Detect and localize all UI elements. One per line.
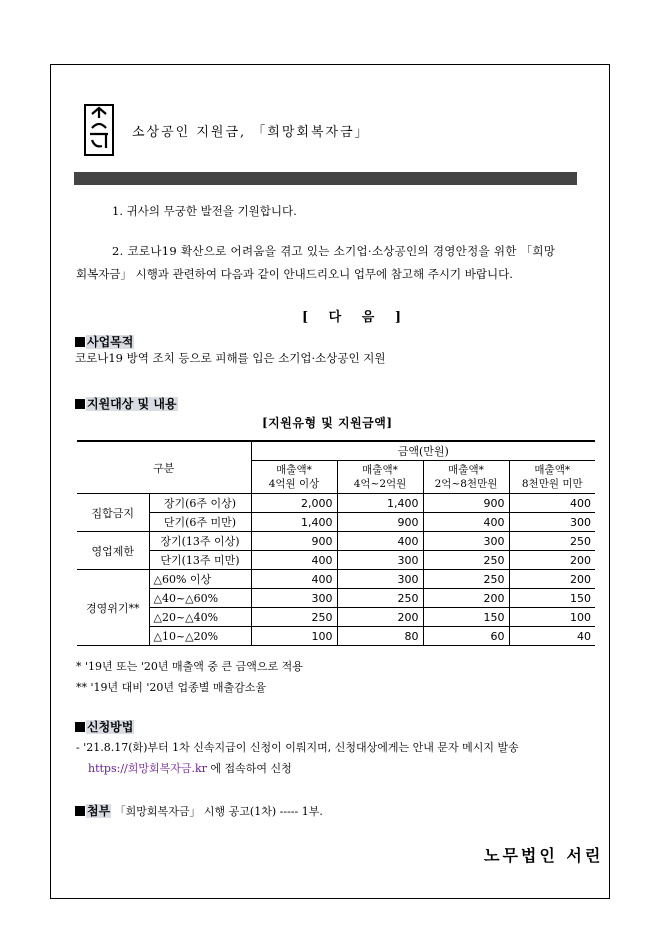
amount-cell: 400 — [251, 551, 337, 570]
column-header: 매출액* 4억원 이상 — [251, 461, 337, 494]
amount-cell: 250 — [251, 608, 337, 627]
footnote-sales: * '19년 또는 '20년 매출액 중 큰 금액으로 적용 — [76, 660, 303, 673]
group-label: 경영위기** — [77, 570, 149, 646]
amount-cell: 400 — [423, 513, 509, 532]
section-attachment — [75, 802, 323, 819]
group-label: 영업제한 — [77, 532, 149, 570]
table-row — [77, 551, 595, 570]
row-label: △20~△40% — [149, 608, 251, 627]
amount-cell: 900 — [423, 494, 509, 513]
amount-cell: 400 — [509, 494, 595, 513]
title-divider-bar — [74, 172, 577, 185]
row-label: △60% 이상 — [149, 570, 251, 589]
amount-cell: 100 — [509, 608, 595, 627]
table-row — [77, 570, 595, 589]
amount-cell: 400 — [337, 532, 423, 551]
amount-cell: 40 — [509, 627, 595, 646]
amount-cell: 60 — [423, 627, 509, 646]
row-label: △10~△20% — [149, 627, 251, 646]
amount-cell: 250 — [423, 570, 509, 589]
category-header: 구분 — [77, 441, 251, 494]
section-attachment-label: 첨부 — [87, 804, 111, 818]
amount-cell: 200 — [423, 589, 509, 608]
row-label: 장기(6주 이상) — [149, 494, 251, 513]
signature: 노무법인 서린 — [484, 846, 604, 865]
section-apply-label: 신청방법 — [87, 720, 134, 734]
footnote-decline-rate: ** '19년 대비 '20년 업종별 매출감소율 — [76, 681, 267, 694]
section-purpose-body: 코로나19 방역 조치 등으로 피해를 입은 소기업·소상공인 지원 — [75, 351, 386, 365]
amount-header: 금액(만원) — [251, 441, 595, 461]
notice-heading: [ 다 음 ] — [302, 310, 409, 325]
table-row — [77, 513, 595, 532]
table-row — [77, 494, 595, 513]
company-logo — [84, 104, 114, 156]
amount-cell: 2,000 — [251, 494, 337, 513]
table-row — [77, 589, 595, 608]
table-row — [77, 532, 595, 551]
square-bullet-icon — [75, 337, 85, 347]
amount-cell: 300 — [423, 532, 509, 551]
amount-cell: 200 — [509, 570, 595, 589]
section-purpose-heading — [75, 333, 134, 350]
amount-cell: 250 — [423, 551, 509, 570]
amount-cell: 200 — [337, 608, 423, 627]
square-bullet-icon — [75, 399, 85, 409]
attachment-body: 「희망회복자금」 시행 공고(1차) ----- 1부. — [111, 805, 323, 818]
section-apply-heading — [75, 718, 134, 735]
amount-cell: 300 — [337, 570, 423, 589]
section-target-label: 지원대상 및 내용 — [87, 397, 177, 411]
apply-url-link[interactable]: https://희망회복자금.kr — [88, 762, 207, 775]
row-label: △40~△60% — [149, 589, 251, 608]
amount-cell: 900 — [337, 513, 423, 532]
row-label: 장기(13주 이상) — [149, 532, 251, 551]
amount-cell: 300 — [337, 551, 423, 570]
amount-cell: 400 — [251, 570, 337, 589]
group-label: 집합금지 — [77, 494, 149, 532]
amount-cell: 250 — [509, 532, 595, 551]
column-header: 매출액* 4억~2억원 — [337, 461, 423, 494]
amount-cell: 80 — [337, 627, 423, 646]
amount-cell: 300 — [509, 513, 595, 532]
amount-cell: 200 — [509, 551, 595, 570]
amount-cell: 300 — [251, 589, 337, 608]
amount-cell: 250 — [337, 589, 423, 608]
amount-cell: 900 — [251, 532, 337, 551]
intro-paragraph-2-line-1: 2. 코로나19 확산으로 어려움을 겪고 있는 소기업·소상공인의 경영안정을 위한 「희망 — [112, 244, 556, 258]
section-target-heading — [75, 395, 178, 412]
apply-line-1: - '21.8.17(화)부터 1차 신속지급이 신청이 이뤄지며, 신청대상에게는 안내 문자 메시지 발송 — [76, 741, 519, 754]
intro-paragraph-2-line-2: 회복자금」 시행과 관련하여 다음과 같이 안내드리오니 업무에 참고해 주시기 바랍니다. — [76, 267, 513, 281]
section-purpose-label: 사업목적 — [87, 335, 134, 349]
amount-cell: 1,400 — [337, 494, 423, 513]
table-caption: [지원유형 및 지원금액] — [262, 416, 393, 430]
square-bullet-icon — [75, 722, 85, 732]
document-title: 소상공인 지원금, 「희망회복자금」 — [132, 125, 370, 140]
table-row — [77, 627, 595, 646]
square-bullet-icon — [75, 806, 85, 816]
amount-cell: 100 — [251, 627, 337, 646]
column-header: 매출액* 8천만원 미만 — [509, 461, 595, 494]
table-row — [77, 608, 595, 627]
apply-line-2 — [88, 760, 292, 776]
row-label: 단기(13주 미만) — [149, 551, 251, 570]
amount-cell: 1,400 — [251, 513, 337, 532]
row-label: 단기(6주 미만) — [149, 513, 251, 532]
amount-cell: 150 — [423, 608, 509, 627]
apply-line-2-rest: 에 접속하여 신청 — [206, 762, 292, 775]
column-header: 매출액* 2억~8천만원 — [423, 461, 509, 494]
intro-paragraph-1: 1. 귀사의 무궁한 발전을 기원합니다. — [112, 204, 297, 218]
support-amount-table — [77, 440, 595, 646]
amount-cell: 150 — [509, 589, 595, 608]
